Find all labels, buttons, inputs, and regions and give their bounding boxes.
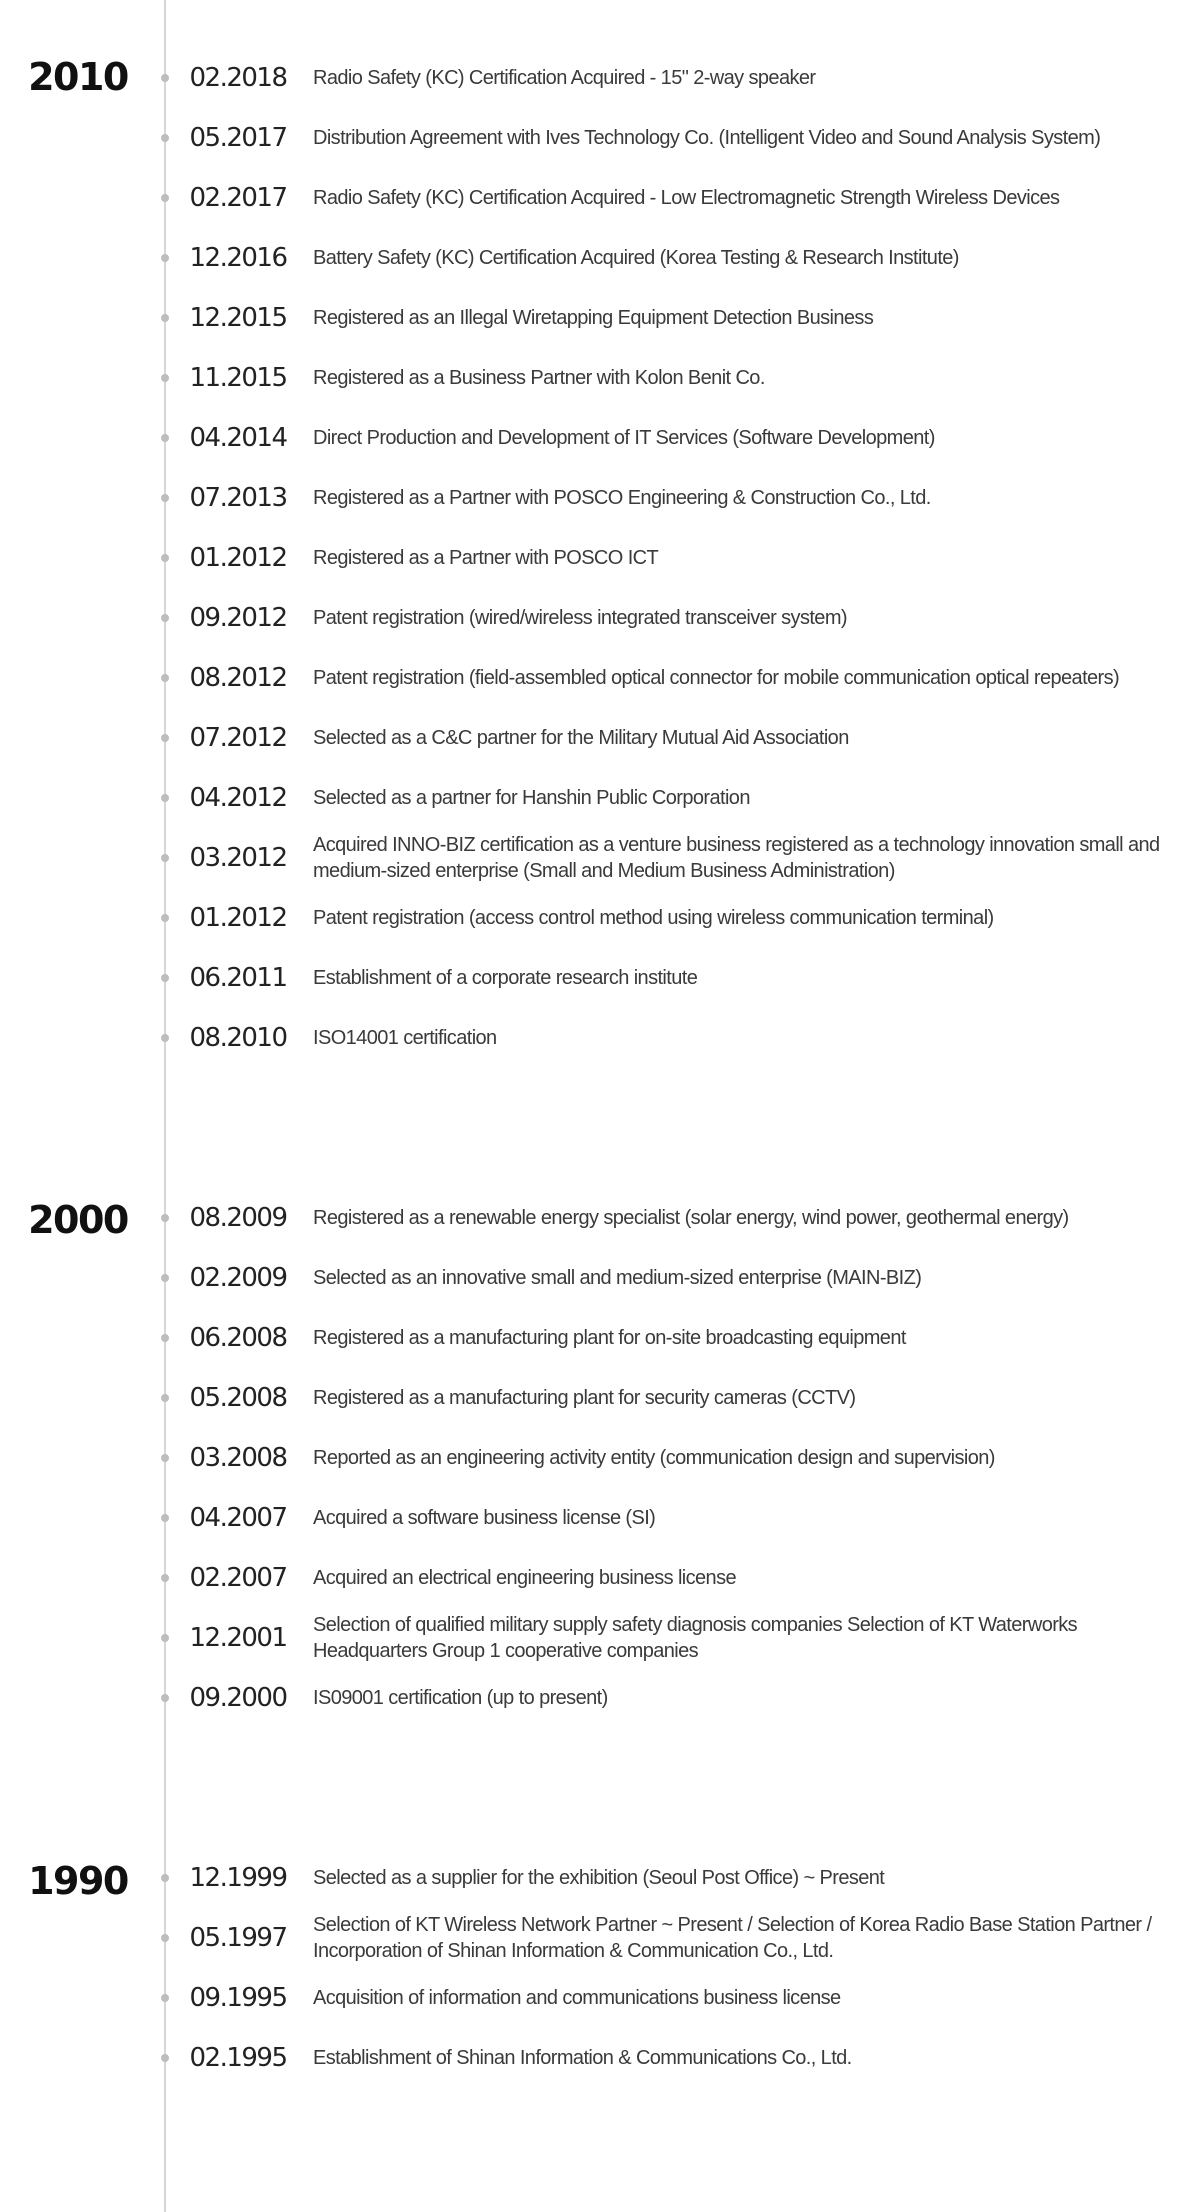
timeline-dot-icon — [161, 1574, 169, 1582]
timeline-dot-icon — [161, 1214, 169, 1222]
entry-date: 04.2014 — [189, 423, 287, 453]
entry-date: 02.2017 — [189, 183, 287, 213]
entry-text: Radio Safety (KC) Certification Acquired - 15" 2-way speaker — [313, 67, 816, 89]
entry-text: Registered as a manufacturing plant for security cameras (CCTV) — [313, 1387, 856, 1409]
entry-text: Selected as a supplier for the exhibition (Seoul Post Office) ~ Present — [313, 1867, 885, 1889]
entry-text: Distribution Agreement with Ives Technology Co. (Intelligent Video and Sound Analysis System) — [313, 127, 1101, 149]
timeline-dot-icon — [161, 1334, 169, 1342]
entry-date: 12.2001 — [189, 1623, 287, 1653]
decade-year: 1990 — [28, 1859, 128, 1903]
entry-text: Acquired a software business license (SI) — [313, 1507, 656, 1529]
entry-text: Radio Safety (KC) Certification Acquired - Low Electromagnetic Strength Wireless Devices — [313, 187, 1060, 209]
entry-date: 11.2015 — [189, 363, 287, 393]
entry-date: 12.2015 — [189, 303, 287, 333]
timeline-dot-icon — [161, 1874, 169, 1882]
entry-date: 07.2012 — [189, 723, 287, 753]
entry-text: ISO14001 certification — [313, 1027, 497, 1049]
timeline-dot-icon — [161, 314, 169, 322]
entry-date: 05.2017 — [189, 123, 287, 153]
timeline-dot-icon — [161, 254, 169, 262]
timeline-dot-icon — [161, 914, 169, 922]
entry-date: 06.2011 — [189, 963, 287, 993]
entry-date: 02.2007 — [189, 1563, 287, 1593]
entry-date: 12.2016 — [189, 243, 287, 273]
decade-year: 2000 — [28, 1198, 128, 1242]
timeline-dot-icon — [161, 374, 169, 382]
entry-text: Acquired INNO-BIZ certification as a venture business registered as a technology innovation small and medium-sized enterprise (Small and Medium Business Administration) — [313, 834, 1160, 882]
entry-date: 09.1995 — [189, 1983, 287, 2013]
timeline-dot-icon — [161, 1274, 169, 1282]
entry-text: Registered as a Partner with POSCO Engineering & Construction Co., Ltd. — [313, 487, 931, 509]
timeline-dot-icon — [161, 2054, 169, 2062]
entry-text: Registered as an Illegal Wiretapping Equipment Detection Business — [313, 307, 874, 329]
timeline-dot-icon — [161, 554, 169, 562]
entry-date: 06.2008 — [189, 1323, 287, 1353]
entry-text: Patent registration (access control method using wireless communication terminal) — [313, 907, 994, 929]
entry-text: Registered as a Partner with POSCO ICT — [313, 547, 659, 569]
entry-text: Selected as a partner for Hanshin Public Corporation — [313, 787, 750, 809]
entry-date: 04.2012 — [189, 783, 287, 813]
timeline-dot-icon — [161, 1454, 169, 1462]
entry-text: Battery Safety (KC) Certification Acquired (Korea Testing & Research Institute) — [313, 247, 959, 269]
entry-date: 03.2008 — [189, 1443, 287, 1473]
timeline-dot-icon — [161, 1634, 169, 1642]
timeline-dot-icon — [161, 854, 169, 862]
entry-date: 03.2012 — [189, 843, 287, 873]
entry-date: 07.2013 — [189, 483, 287, 513]
timeline-dot-icon — [161, 974, 169, 982]
timeline-dot-icon — [161, 1394, 169, 1402]
timeline-dot-icon — [161, 74, 169, 82]
entry-text: Patent registration (field-assembled optical connector for mobile communication optical repeaters) — [313, 667, 1120, 689]
entry-text: Establishment of a corporate research institute — [313, 967, 698, 989]
entry-text: Selection of qualified military supply safety diagnosis companies Selection of KT Waterworks Headquarters Group 1 cooperative companies — [313, 1614, 1078, 1662]
entry-date: 01.2012 — [189, 543, 287, 573]
entry-text: Selection of KT Wireless Network Partner ~ Present / Selection of Korea Radio Base Station Partner / Incorporation of Shinan Information & Communication Co., Ltd. — [313, 1914, 1152, 1962]
entry-date: 04.2007 — [189, 1503, 287, 1533]
entry-text: Registered as a renewable energy specialist (solar energy, wind power, geothermal energy) — [313, 1207, 1069, 1229]
entry-date: 02.1995 — [189, 2043, 287, 2073]
timeline-dot-icon — [161, 1694, 169, 1702]
entry-text: Registered as a Business Partner with Kolon Benit Co. — [313, 367, 765, 389]
timeline-dot-icon — [161, 734, 169, 742]
entry-text: Selected as an innovative small and medium-sized enterprise (MAIN-BIZ) — [313, 1267, 922, 1289]
entry-date: 08.2009 — [189, 1203, 287, 1233]
timeline-dot-icon — [161, 434, 169, 442]
decade-year: 2010 — [28, 55, 128, 99]
timeline-dot-icon — [161, 1514, 169, 1522]
entry-text: IS09001 certification (up to present) — [313, 1687, 608, 1709]
timeline-dot-icon — [161, 1934, 169, 1942]
entry-text: Acquisition of information and communications business license — [313, 1987, 841, 2009]
timeline-dot-icon — [161, 674, 169, 682]
entry-text: Selected as a C&C partner for the Military Mutual Aid Association — [313, 727, 849, 749]
entry-date: 05.1997 — [189, 1923, 287, 1953]
timeline-dot-icon — [161, 494, 169, 502]
entry-text: Reported as an engineering activity entity (communication design and supervision) — [313, 1447, 995, 1469]
entry-text: Direct Production and Development of IT Services (Software Development) — [313, 427, 935, 449]
entry-date: 02.2009 — [189, 1263, 287, 1293]
entry-date: 09.2012 — [189, 603, 287, 633]
entry-text: Registered as a manufacturing plant for on-site broadcasting equipment — [313, 1327, 906, 1349]
timeline-dot-icon — [161, 794, 169, 802]
entry-text: Patent registration (wired/wireless integrated transceiver system) — [313, 607, 847, 629]
timeline-dot-icon — [161, 1994, 169, 2002]
entry-text: Acquired an electrical engineering business license — [313, 1567, 737, 1589]
entry-date: 05.2008 — [189, 1383, 287, 1413]
timeline-dot-icon — [161, 194, 169, 202]
timeline-dot-icon — [161, 134, 169, 142]
entry-date: 09.2000 — [189, 1683, 287, 1713]
entry-text: Establishment of Shinan Information & Communications Co., Ltd. — [313, 2047, 852, 2069]
entry-date: 01.2012 — [189, 903, 287, 933]
entry-date: 08.2012 — [189, 663, 287, 693]
timeline-dot-icon — [161, 1034, 169, 1042]
entry-date: 02.2018 — [189, 63, 287, 93]
entry-date: 12.1999 — [189, 1863, 287, 1893]
entry-date: 08.2010 — [189, 1023, 287, 1053]
timeline-dot-icon — [161, 614, 169, 622]
